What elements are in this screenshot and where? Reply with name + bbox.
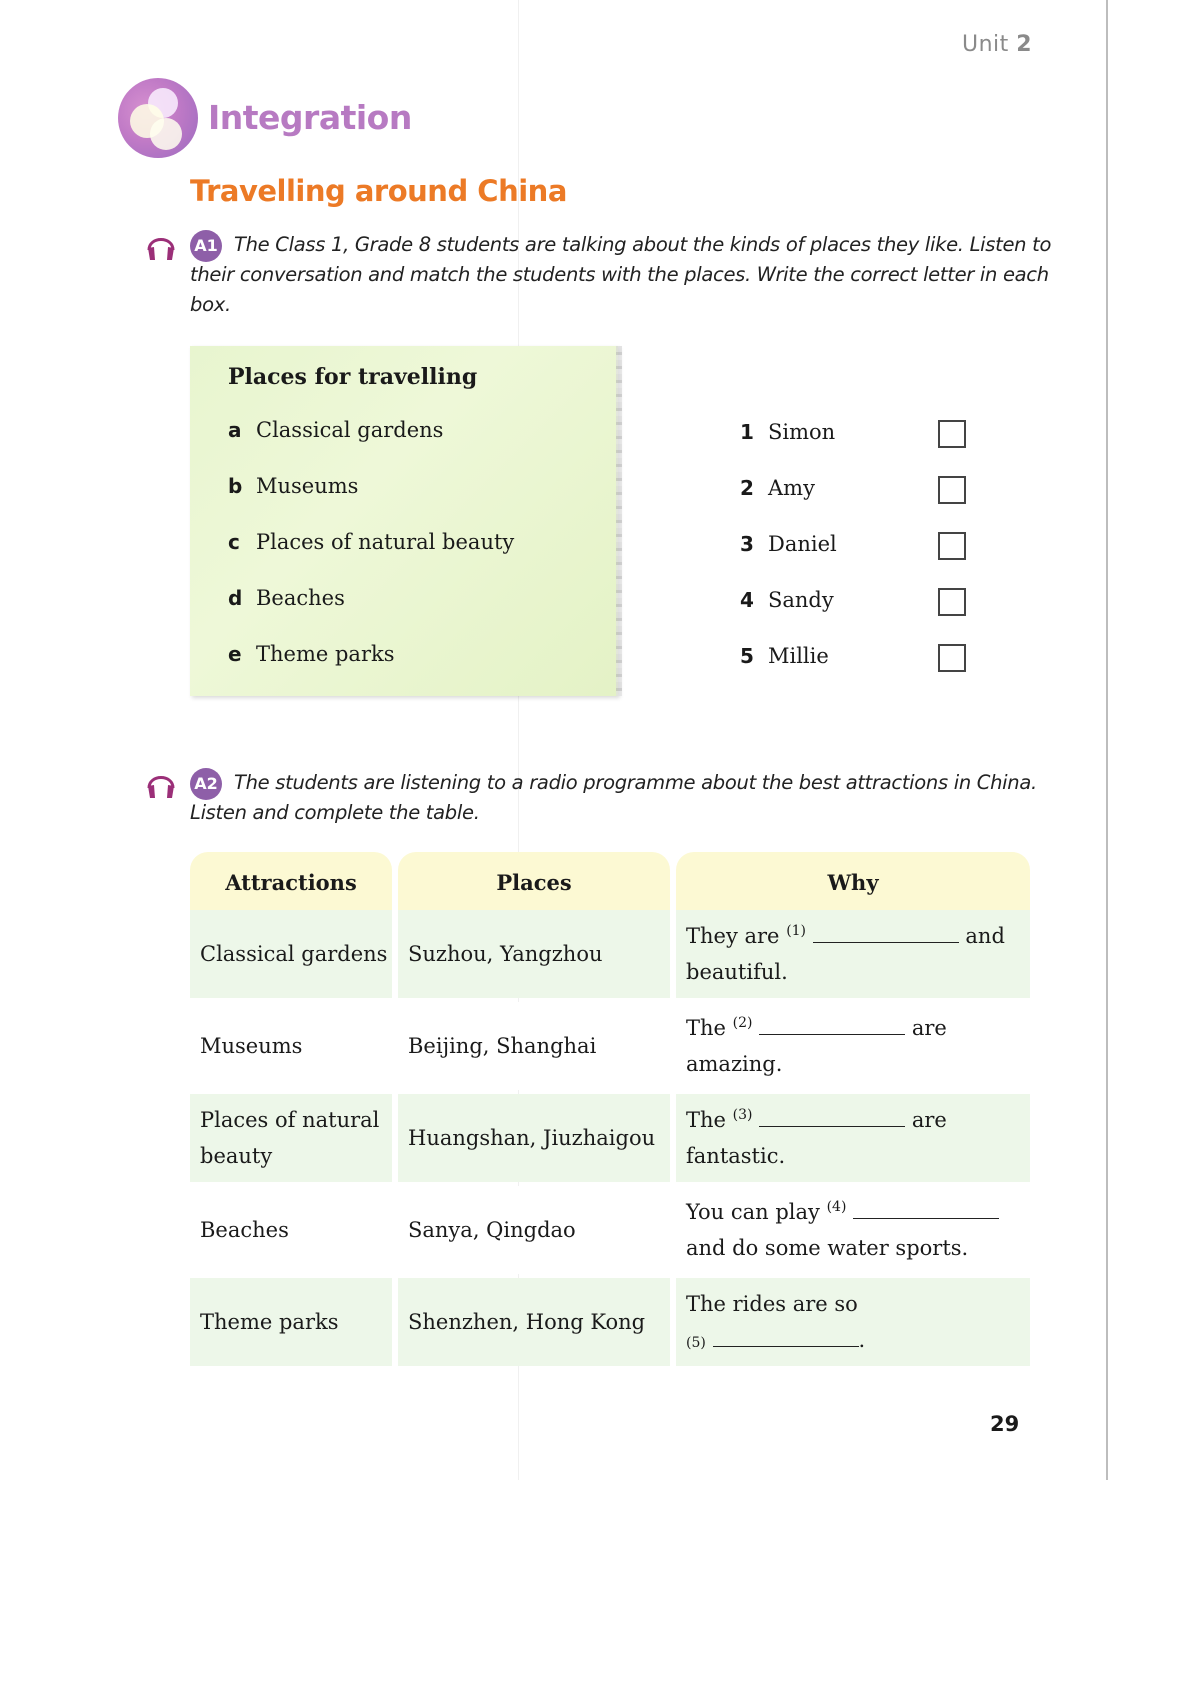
table-row [190, 1002, 1030, 1090]
attraction-cell: Classical gardens [190, 910, 392, 998]
blank-number: (1) [786, 923, 807, 939]
answer-blank[interactable] [759, 1014, 905, 1035]
table-row [190, 1278, 1030, 1366]
places-for-travelling-card [190, 346, 618, 696]
places-cell: Sanya, Qingdao [398, 1186, 670, 1274]
answer-blank[interactable] [853, 1198, 999, 1219]
column-header-places: Places [398, 852, 670, 910]
student-item: 4 Sandy [740, 588, 834, 612]
place-item: b Museums [228, 474, 359, 498]
place-item: a Classical gardens [228, 418, 444, 442]
answer-box[interactable] [938, 420, 966, 448]
blank-number: (5) [686, 1335, 706, 1351]
headphones-icon [144, 230, 178, 262]
exercise-badge-a2: A2 [190, 768, 222, 800]
why-cell: The rides are so (5) . [676, 1278, 1030, 1366]
places-card-title: Places for travelling [228, 364, 478, 390]
answer-blank[interactable] [813, 922, 959, 943]
unit-word: Unit [962, 32, 1009, 57]
table-row [190, 1094, 1030, 1182]
answer-blank[interactable] [759, 1106, 905, 1127]
column-header-why: Why [676, 852, 1030, 910]
why-cell: They are $^{(1)}$ and beautiful. [676, 910, 1030, 998]
places-cell: Beijing, Shanghai [398, 1002, 670, 1090]
column-header-attractions: Attractions [190, 852, 392, 910]
exercise-badge-a1: A1 [190, 230, 222, 262]
places-cell: Suzhou, Yangzhou [398, 910, 670, 998]
blank-number: (2) [732, 1015, 753, 1031]
answer-box[interactable] [938, 532, 966, 560]
integration-circles-icon [118, 78, 198, 158]
student-item: 5 Millie [740, 644, 829, 668]
places-cell: Huangshan, Jiuzhaigou [398, 1094, 670, 1182]
page-margin-line [1106, 0, 1108, 1480]
why-cell: The $^{(3)}$ are fantastic. [676, 1094, 1030, 1182]
places-cell: Shenzhen, Hong Kong [398, 1278, 670, 1366]
place-item: e Theme parks [228, 642, 395, 666]
attraction-cell: Beaches [190, 1186, 392, 1274]
table-row [190, 1186, 1030, 1274]
why-cell: You can play $^{(4)}$ and do some water sports. [676, 1186, 1030, 1274]
answer-box[interactable] [938, 644, 966, 672]
page-number: 29 [990, 1412, 1020, 1436]
blank-number: (3) [732, 1107, 753, 1123]
page-title: Travelling around China [190, 174, 567, 208]
answer-box[interactable] [938, 588, 966, 616]
headphones-icon [144, 768, 178, 800]
place-item: c Places of natural beauty [228, 530, 515, 554]
attraction-cell: Museums [190, 1002, 392, 1090]
a1-instruction-line-2: their conversation and match the students with the places. Write the correct letter in each [190, 263, 1049, 286]
section-label: Integration [208, 98, 412, 137]
answer-blank[interactable] [713, 1326, 859, 1347]
table-row [190, 910, 1030, 998]
a1-instruction-line-3: box. [190, 293, 231, 316]
answer-box[interactable] [938, 476, 966, 504]
a1-instruction-line-1: The Class 1, Grade 8 students are talking about the kinds of places they like. Listen to [234, 233, 1052, 256]
student-item: 1 Simon [740, 420, 836, 444]
blank-number: (4) [826, 1199, 847, 1215]
place-item: d Beaches [228, 586, 345, 610]
student-item: 3 Daniel [740, 532, 837, 556]
attraction-cell: Theme parks [190, 1278, 392, 1366]
student-item: 2 Amy [740, 476, 815, 500]
why-cell: The $^{(2)}$ are amazing. [676, 1002, 1030, 1090]
a2-instruction-line-2: Listen and complete the table. [190, 801, 480, 824]
a2-instruction-line-1: The students are listening to a radio programme about the best attractions in China. [234, 771, 1037, 794]
unit-label [962, 32, 1032, 57]
attraction-cell: Places of natural beauty [190, 1094, 392, 1182]
unit-number: 2 [1016, 32, 1033, 57]
